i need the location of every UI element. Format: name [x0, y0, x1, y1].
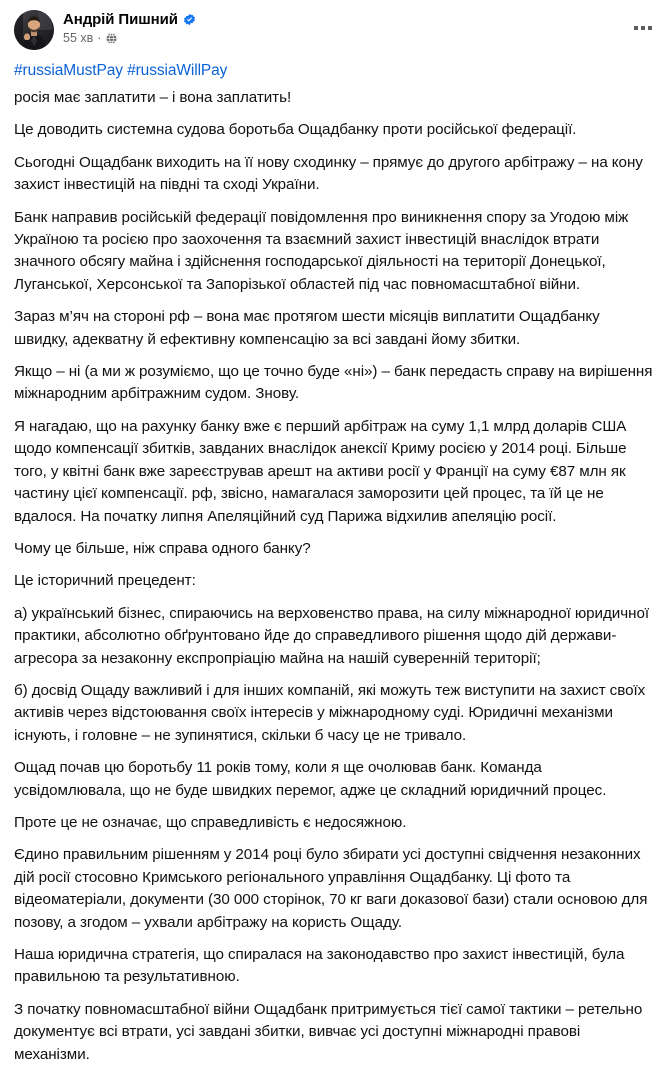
- post-paragraph: З початку повномасштабної війни Ощадбанк притримується тієї самої тактики – ретельно документує всі втрати, усі завдані збитки, вивчає усі доступні міжнародні правові механізми.: [14, 1000, 643, 1063]
- globe-icon[interactable]: [105, 32, 118, 45]
- author-info: [63, 10, 196, 46]
- hashtag-link-0[interactable]: #russiaMustPay: [14, 62, 123, 79]
- author-name[interactable]: Андрій Пишний: [63, 11, 178, 28]
- post-paragraph: б) досвід Ощаду важливий і для інших компаній, які можуть теж виступити на захист своїх активів через відстоювання своїх інтересів у міжнародному суді. Юридичні механізми існують, і головне – не зупинятися, скільки б часу це не тривало.: [14, 681, 646, 744]
- post-body: [0, 60, 671, 1066]
- post-options-menu-button[interactable]: [627, 17, 659, 39]
- post-paragraph: Зараз м’яч на стороні рф – вона має протягом шести місяців виплатити Ощадбанку швидку, адекватну й ефективну компенсацію за всі завдані йому збитки.: [14, 308, 600, 348]
- post-paragraph: Чому це більше, ніж справа одного банку?: [14, 539, 311, 557]
- post-header: [0, 0, 671, 50]
- post-paragraph: Єдино правильним рішенням у 2014 році було збирати усі доступні свідчення незаконних дій росії стосовно Кримського регіонального управління Ощадбанку. Ці фото та відеоматеріали, документи (30 000 сторінок, 70 кг ваги доказової бази) стали основою для позову, а згодом – ухвали арбітражу на користь Ощаду.: [14, 846, 648, 931]
- ellipsis-dot-3: [648, 26, 652, 30]
- post-paragraph: Сьогодні Ощадбанк виходить на її нову сходинку – прямує до другого арбітражу – на кону захист інвестицій на півдні та сході України.: [14, 153, 643, 194]
- post-paragraph: Я нагадаю, що на рахунку банку вже є перший арбітраж на суму 1,1 млрд доларів США щодо компенсації збитків, завданих внаслідок анексії Криму росією у 2014 році. Більше того, у квітні банк вже зареєстрував арешт на активи росії у Франції на суму €87 млн як частину цієї компенсації. рф, звісно, намагалася заморозити цей процес, та їй це не вдалося. На початку липня Апеляційний суд Парижа відхилив апеляцію росії.: [14, 417, 627, 525]
- verified-badge-icon: [183, 13, 196, 26]
- post-paragraph: Банк направив російській федерації повідомлення про виникнення спору за Угодою між Україною та росією про заохочення та взаємний захист інвестицій внаслідок втрати значного обсягу майна і здійснення господарської діяльності на території Донецької, Луганської, Херсонської та Запорізької областей під час повномасштабної війни.: [14, 208, 629, 293]
- ellipsis-dot-2: [641, 26, 645, 30]
- post-paragraph: росія має заплатити – і вона заплатить!: [14, 89, 292, 106]
- hashtag-line: [14, 60, 657, 81]
- hashtag-link-1[interactable]: #russiaWillPay: [127, 62, 228, 79]
- post-paragraph: Ощад почав цю боротьбу 11 років тому, коли я ще очолював банк. Команда усвідомлювала, що не буде швидких перемог, адже це складний юридичний процес.: [14, 759, 607, 799]
- post-paragraph: Наша юридична стратегія, що спиралася на законодавство про захист інвестицій, була правильною та результативною.: [14, 946, 625, 986]
- post-paragraph: Це історичний прецедент:: [14, 572, 196, 590]
- post-meta-row: [63, 31, 196, 46]
- avatar[interactable]: [14, 10, 54, 50]
- meta-separator: ·: [97, 31, 102, 45]
- ellipsis-dot-1: [634, 26, 638, 30]
- post-paragraph: Це доводить системна судова боротьба Ощадбанку проти російської федерації.: [14, 121, 577, 139]
- post-timestamp[interactable]: 55 хв: [63, 31, 94, 45]
- post-paragraph: Якщо – ні (а ми ж розуміємо, що це точно буде «ні») – банк передасть справу на вирішення міжнародним арбітражним судом. Знову.: [14, 363, 653, 403]
- author-name-row: [63, 11, 196, 28]
- post-paragraph: Проте це не означає, що справедливість є недосяжною.: [14, 813, 407, 831]
- post-paragraph: а) український бізнес, спираючись на верховенство права, на силу міжнародної юридичної практики, абсолютно обґрунтовано йде до справедливого рішення щодо дій держави-агресора за незаконну експропріацію майна на нашій суверенній території;: [14, 604, 650, 667]
